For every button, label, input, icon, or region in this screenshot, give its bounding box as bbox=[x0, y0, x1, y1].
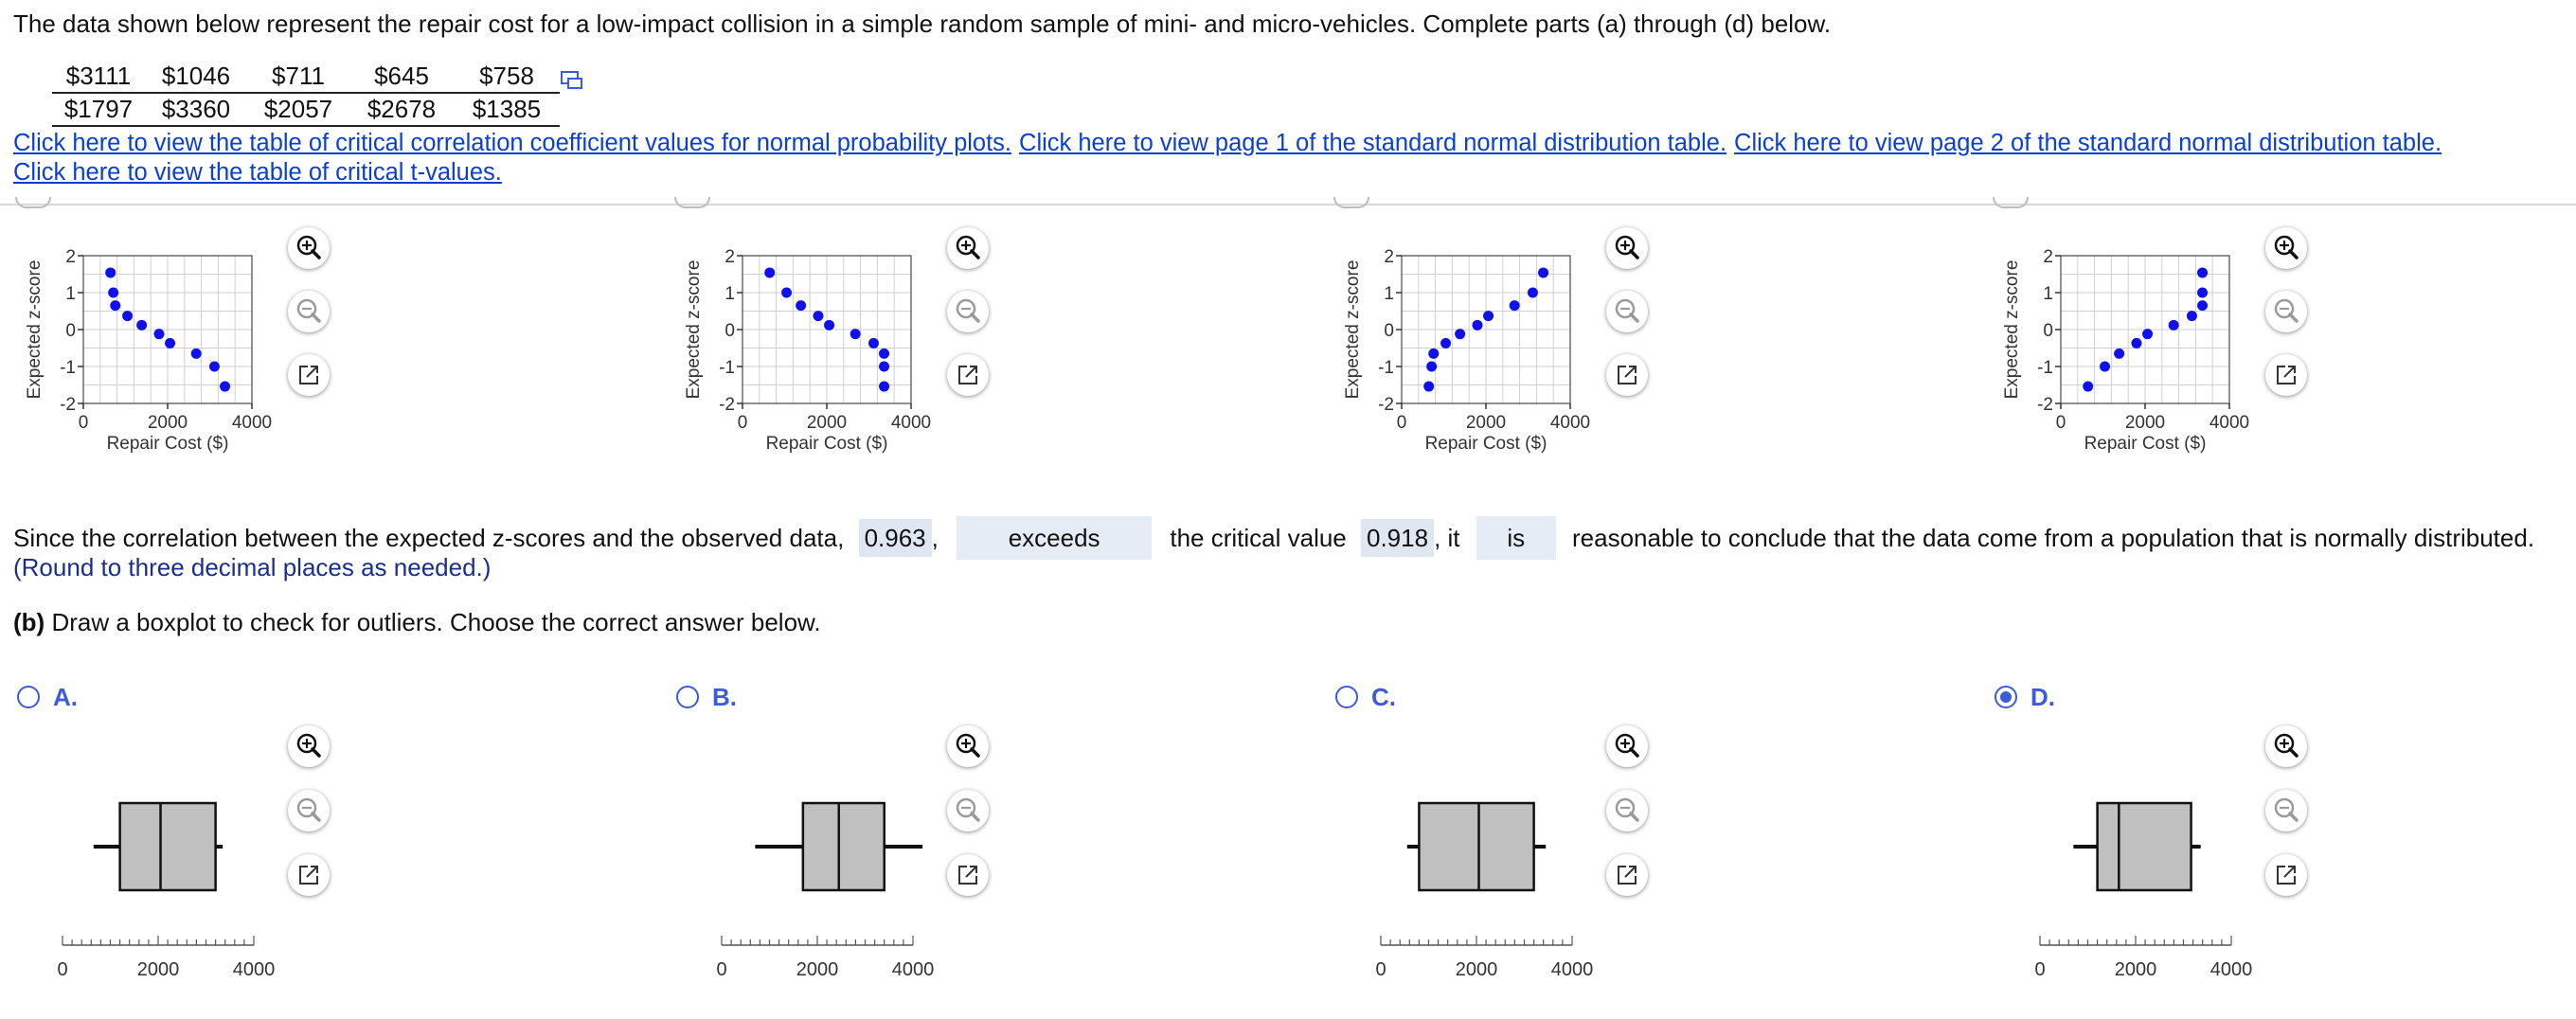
zoom-out-button[interactable] bbox=[1606, 790, 1648, 831]
data-point bbox=[105, 267, 116, 277]
popout-button[interactable] bbox=[288, 854, 330, 896]
table-row bbox=[52, 93, 560, 126]
zoom-in-button[interactable] bbox=[2265, 227, 2307, 269]
part-b-label: (b) bbox=[13, 608, 45, 636]
y-tick-label: 2 bbox=[65, 247, 76, 267]
y-tick-label: 0 bbox=[1384, 321, 1394, 341]
data-point bbox=[764, 267, 775, 277]
table-cell: $2057 bbox=[247, 93, 349, 126]
data-point bbox=[2083, 382, 2093, 392]
data-point bbox=[2197, 288, 2208, 298]
axis-tick-label: 0 bbox=[1375, 959, 1386, 980]
normal-probability-plot bbox=[1318, 227, 1621, 464]
zoom-in-icon bbox=[1606, 227, 1648, 269]
popout-button[interactable] bbox=[947, 354, 989, 396]
option-b-radio[interactable] bbox=[676, 686, 699, 708]
correlation-answer[interactable]: 0.963 bbox=[859, 519, 932, 557]
data-point bbox=[2131, 338, 2141, 349]
radio-fragment bbox=[674, 197, 710, 208]
zoom-in-button[interactable] bbox=[1606, 725, 1648, 767]
y-tick-label: -2 bbox=[719, 395, 735, 415]
y-tick-label: 1 bbox=[724, 284, 735, 304]
axis-tick-label: 4000 bbox=[232, 959, 276, 980]
data-point bbox=[1440, 338, 1451, 349]
data-point bbox=[165, 338, 175, 349]
data-point bbox=[2142, 329, 2153, 339]
x-tick-label: 0 bbox=[737, 413, 748, 433]
table-cell: $645 bbox=[349, 61, 454, 93]
table-cell: $3360 bbox=[145, 93, 247, 126]
zoom-out-icon bbox=[2265, 790, 2307, 831]
zoom-in-button[interactable] bbox=[1606, 227, 1648, 269]
axis-tick-label: 4000 bbox=[891, 959, 935, 980]
box bbox=[803, 803, 885, 890]
boxplot bbox=[1356, 786, 1640, 994]
data-point bbox=[122, 311, 133, 321]
y-tick-label: -1 bbox=[60, 358, 76, 378]
box bbox=[120, 803, 216, 890]
table-cell: $1385 bbox=[454, 93, 560, 126]
zoom-in-button[interactable] bbox=[288, 725, 330, 767]
table-cell: $1797 bbox=[52, 93, 145, 126]
popout-button[interactable] bbox=[2265, 354, 2307, 396]
zoom-in-icon bbox=[947, 227, 989, 269]
y-tick-label: -1 bbox=[2037, 358, 2053, 378]
zoom-out-icon bbox=[2265, 291, 2307, 332]
data-table bbox=[52, 61, 560, 127]
zoom-out-icon bbox=[1606, 291, 1648, 332]
data-point bbox=[813, 311, 823, 321]
option-d-radio[interactable] bbox=[1995, 686, 2017, 708]
x-tick-label: 4000 bbox=[1549, 413, 1591, 433]
data-point bbox=[879, 362, 889, 372]
data-point bbox=[824, 320, 834, 331]
zoom-in-icon bbox=[947, 725, 989, 767]
axis-tick-label: 0 bbox=[57, 959, 68, 980]
x-tick-label: 2000 bbox=[2124, 413, 2166, 433]
data-point bbox=[2187, 311, 2197, 321]
popout-icon bbox=[2265, 854, 2307, 896]
option-d-label[interactable]: D. bbox=[2030, 683, 2055, 711]
x-axis-label: Repair Cost ($) bbox=[106, 434, 229, 454]
data-point bbox=[2197, 300, 2208, 311]
zoom-in-icon bbox=[2265, 725, 2307, 767]
boxplot bbox=[2015, 786, 2299, 994]
zoom-in-button[interactable] bbox=[2265, 725, 2307, 767]
data-point bbox=[209, 362, 220, 372]
table-cell: $3111 bbox=[52, 61, 145, 93]
normal-probability-plot bbox=[659, 227, 962, 464]
zoom-out-icon bbox=[947, 790, 989, 831]
divider bbox=[0, 204, 2576, 206]
zoom-in-icon bbox=[288, 725, 330, 767]
axis-tick-label: 2000 bbox=[2114, 959, 2157, 980]
part-b-text: Draw a boxplot to check for outliers. Choose the correct answer below. bbox=[51, 608, 821, 636]
sentence-text: , bbox=[931, 524, 939, 552]
link-t-values-table[interactable]: Click here to view the table of critical t-values. bbox=[13, 159, 502, 186]
critical-value-answer[interactable]: 0.918 bbox=[1361, 519, 1434, 557]
comparison-dropdown[interactable]: exceeds bbox=[957, 516, 1152, 560]
sentence-text: the critical value bbox=[1170, 524, 1347, 552]
table-cell: $1046 bbox=[145, 61, 247, 93]
y-tick-label: 0 bbox=[724, 321, 735, 341]
data-point bbox=[191, 349, 202, 359]
data-point bbox=[1472, 320, 1482, 331]
y-axis-label: Expected z-score bbox=[25, 259, 45, 400]
axis-tick-label: 2000 bbox=[136, 959, 180, 980]
zoom-in-icon bbox=[2265, 227, 2307, 269]
zoom-out-icon bbox=[947, 291, 989, 332]
zoom-out-icon bbox=[288, 790, 330, 831]
data-point bbox=[2114, 349, 2124, 359]
data-point bbox=[1428, 349, 1439, 359]
link-normal-table-page1[interactable]: Click here to view page 1 of the standard normal distribution table. bbox=[1019, 130, 1727, 156]
zoom-out-button[interactable] bbox=[947, 790, 989, 831]
data-point bbox=[220, 382, 230, 392]
zoom-out-button[interactable] bbox=[2265, 291, 2307, 332]
popout-icon bbox=[1606, 354, 1648, 396]
popout-icon bbox=[1606, 854, 1648, 896]
option-a-radio[interactable] bbox=[17, 686, 40, 708]
link-normal-table-page2[interactable]: Click here to view page 2 of the standard normal distribution table. bbox=[1734, 130, 2442, 156]
y-tick-label: 1 bbox=[2043, 284, 2053, 304]
boxplot bbox=[38, 786, 322, 994]
normal-probability-plot bbox=[0, 227, 303, 464]
y-tick-label: 0 bbox=[65, 321, 76, 341]
data-point bbox=[2169, 320, 2179, 331]
radio-fragment bbox=[1993, 197, 2029, 208]
axis-tick-label: 2000 bbox=[796, 959, 839, 980]
x-tick-label: 2000 bbox=[806, 413, 848, 433]
x-tick-label: 0 bbox=[78, 413, 89, 433]
normal-probability-plot bbox=[1977, 227, 2281, 464]
rounding-hint: (Round to three decimal places as needed.) bbox=[13, 553, 492, 581]
option-a-label[interactable]: A. bbox=[53, 683, 78, 711]
y-tick-label: -1 bbox=[719, 358, 735, 378]
x-axis-label: Repair Cost ($) bbox=[2084, 434, 2207, 454]
data-point bbox=[1423, 382, 1434, 392]
popout-button[interactable] bbox=[288, 354, 330, 396]
popout-button[interactable] bbox=[947, 854, 989, 896]
data-point bbox=[1528, 288, 1538, 298]
data-point bbox=[1455, 329, 1465, 339]
y-tick-label: -1 bbox=[1378, 358, 1394, 378]
zoom-in-button[interactable] bbox=[947, 227, 989, 269]
data-point bbox=[1483, 311, 1494, 321]
axis-tick-label: 2000 bbox=[1455, 959, 1498, 980]
x-axis-label: Repair Cost ($) bbox=[1424, 434, 1547, 454]
zoom-in-button[interactable] bbox=[288, 227, 330, 269]
zoom-out-button[interactable] bbox=[288, 790, 330, 831]
axis-tick-label: 0 bbox=[716, 959, 727, 980]
y-axis-label: Expected z-score bbox=[2002, 259, 2022, 400]
data-point bbox=[868, 338, 879, 349]
data-point bbox=[2100, 362, 2110, 372]
y-axis-label: Expected z-score bbox=[684, 259, 704, 400]
part-b-prompt bbox=[13, 608, 821, 637]
table-cell: $758 bbox=[454, 61, 560, 93]
zoom-out-icon bbox=[288, 291, 330, 332]
data-point bbox=[110, 300, 120, 311]
radio-fragment bbox=[1333, 197, 1369, 208]
data-point bbox=[850, 329, 861, 339]
axis-tick-label: 0 bbox=[2034, 959, 2046, 980]
data-point bbox=[796, 300, 806, 311]
x-tick-label: 2000 bbox=[1465, 413, 1507, 433]
resource-links bbox=[13, 129, 2449, 188]
popout-button[interactable] bbox=[1606, 854, 1648, 896]
zoom-out-icon bbox=[1606, 790, 1648, 831]
y-tick-label: -2 bbox=[1378, 395, 1394, 415]
data-point bbox=[153, 329, 164, 339]
popout-icon bbox=[947, 854, 989, 896]
boxplot bbox=[697, 786, 981, 994]
data-point bbox=[1510, 300, 1520, 311]
problem-statement: The data shown below represent the repair cost for a low-impact collision in a simple random sample of mini- and micro-vehicles. Complete parts (a) through (d) below. bbox=[13, 9, 1832, 38]
data-point bbox=[879, 382, 889, 392]
option-b-label[interactable]: B. bbox=[712, 683, 737, 711]
box bbox=[2098, 803, 2191, 890]
sentence-text: Since the correlation between the expected z-scores and the observed data, bbox=[13, 524, 845, 552]
table-cell: $711 bbox=[247, 61, 349, 93]
data-point bbox=[781, 288, 792, 298]
table-row bbox=[52, 61, 560, 93]
y-axis-label: Expected z-score bbox=[1343, 259, 1363, 400]
sentence-text: reasonable to conclude that the data come from a population that is normally distributed. bbox=[1572, 524, 2535, 552]
plot-grid bbox=[1402, 256, 1570, 403]
box bbox=[1419, 803, 1533, 890]
x-tick-label: 4000 bbox=[2209, 413, 2250, 433]
popout-icon bbox=[288, 354, 330, 396]
radio-fragment bbox=[15, 197, 51, 208]
data-point bbox=[108, 288, 118, 298]
link-correlation-table[interactable]: Click here to view the table of critical correlation coefficient values for normal probability plots. bbox=[13, 130, 1012, 156]
sentence-text: , it bbox=[1434, 524, 1460, 552]
y-tick-label: 2 bbox=[724, 247, 735, 267]
zoom-out-button[interactable] bbox=[947, 291, 989, 332]
popout-icon bbox=[2265, 354, 2307, 396]
y-tick-label: 2 bbox=[1384, 247, 1394, 267]
conclusion-dropdown[interactable]: is bbox=[1476, 516, 1556, 560]
zoom-in-icon bbox=[1606, 725, 1648, 767]
zoom-out-button[interactable] bbox=[2265, 790, 2307, 831]
x-tick-label: 0 bbox=[1396, 413, 1407, 433]
plot-grid bbox=[83, 256, 252, 403]
popout-icon bbox=[947, 354, 989, 396]
data-point bbox=[1426, 362, 1437, 372]
x-axis-label: Repair Cost ($) bbox=[765, 434, 888, 454]
y-tick-label: 1 bbox=[65, 284, 76, 304]
zoom-in-button[interactable] bbox=[947, 725, 989, 767]
axis-tick-label: 4000 bbox=[2209, 959, 2253, 980]
popout-button[interactable] bbox=[2265, 854, 2307, 896]
data-point bbox=[879, 349, 889, 359]
y-tick-label: 0 bbox=[2043, 321, 2053, 341]
zoom-out-button[interactable] bbox=[288, 291, 330, 332]
data-point bbox=[1538, 267, 1548, 277]
copy-icon[interactable] bbox=[561, 70, 583, 91]
option-c-radio[interactable] bbox=[1335, 686, 1358, 708]
y-tick-label: -2 bbox=[2037, 395, 2053, 415]
x-tick-label: 0 bbox=[2055, 413, 2066, 433]
y-tick-label: -2 bbox=[60, 395, 76, 415]
popout-icon bbox=[288, 854, 330, 896]
y-tick-label: 1 bbox=[1384, 284, 1394, 304]
popout-button[interactable] bbox=[1606, 354, 1648, 396]
y-tick-label: 2 bbox=[2043, 247, 2053, 267]
table-cell: $2678 bbox=[349, 93, 454, 126]
x-tick-label: 4000 bbox=[890, 413, 932, 433]
zoom-out-button[interactable] bbox=[1606, 291, 1648, 332]
x-tick-label: 4000 bbox=[231, 413, 273, 433]
data-point bbox=[2197, 267, 2208, 277]
x-tick-label: 2000 bbox=[147, 413, 188, 433]
zoom-in-icon bbox=[288, 227, 330, 269]
data-point bbox=[136, 320, 147, 331]
axis-tick-label: 4000 bbox=[1550, 959, 1594, 980]
option-c-label[interactable]: C. bbox=[1371, 683, 1396, 711]
